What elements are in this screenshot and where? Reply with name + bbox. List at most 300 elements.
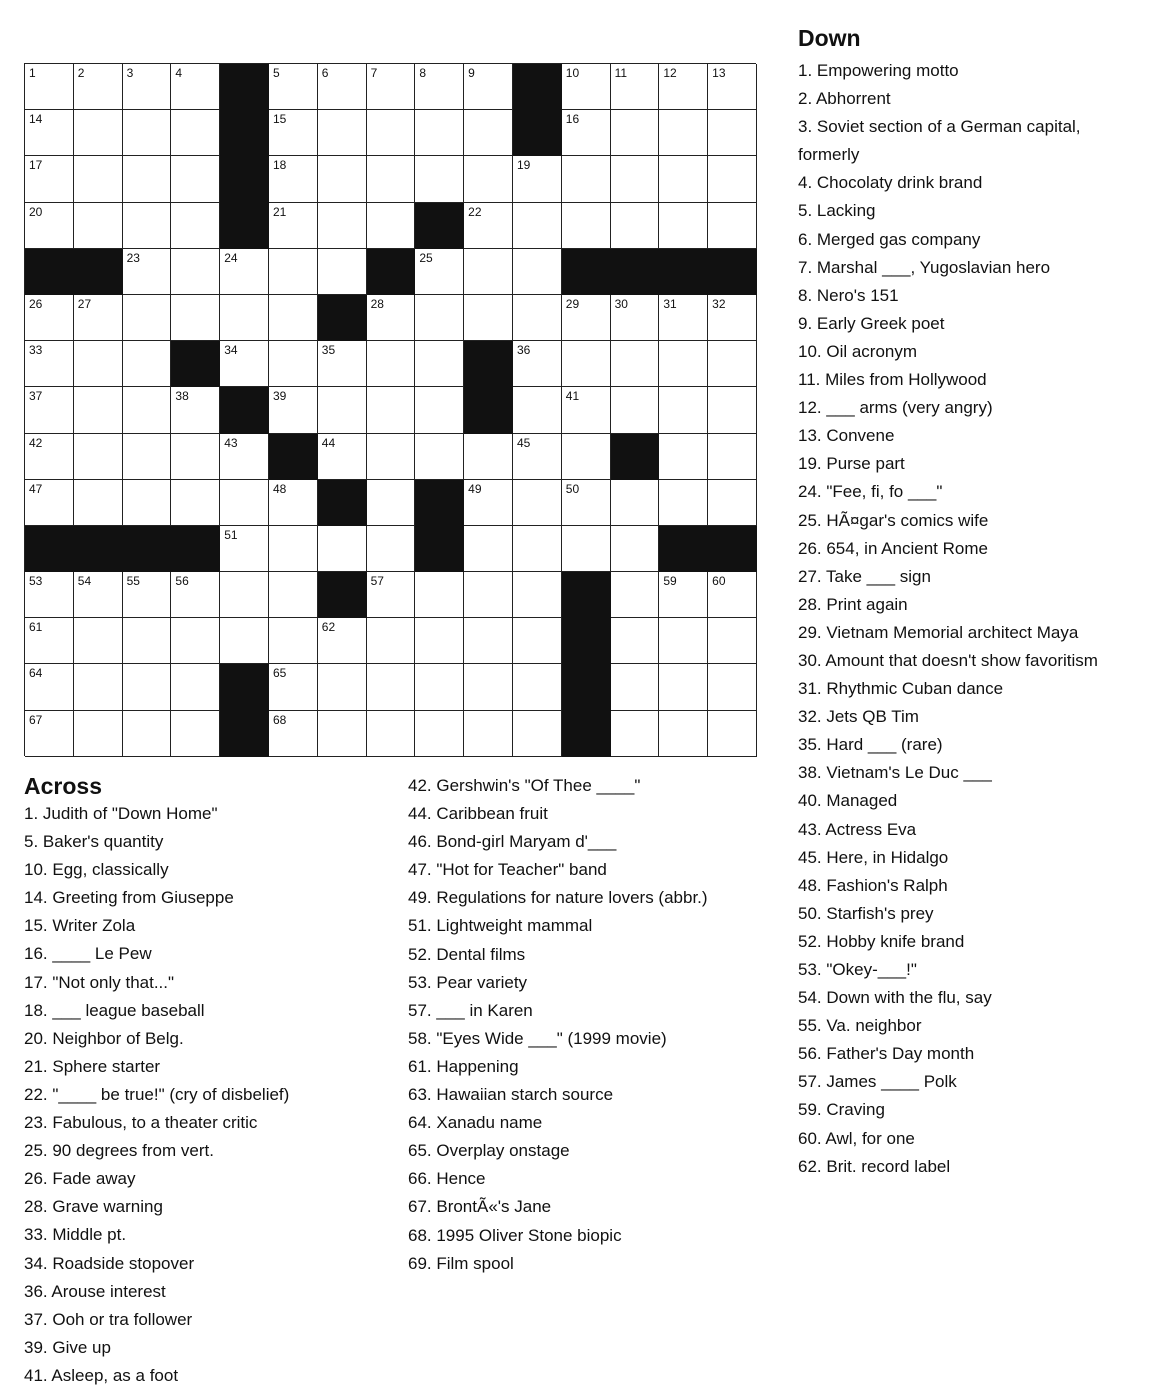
grid-cell[interactable]	[415, 249, 464, 295]
grid-cell[interactable]	[513, 664, 562, 710]
grid-cell[interactable]	[318, 526, 367, 572]
clue-item: 27. Take ___ sign	[798, 566, 931, 586]
grid-cell[interactable]	[269, 156, 318, 202]
black-square	[220, 711, 269, 757]
grid-cell[interactable]	[25, 387, 74, 433]
grid-cell[interactable]	[25, 434, 74, 480]
black-square	[269, 434, 318, 480]
grid-cell[interactable]	[513, 203, 562, 249]
clue-item: 57. ___ in Karen	[408, 1000, 533, 1020]
cell-number: 29	[565, 296, 580, 311]
grid-cell[interactable]	[562, 110, 611, 156]
black-square	[220, 664, 269, 710]
cell-number: 8	[419, 66, 427, 80]
cell-number: 44	[321, 435, 336, 450]
grid-cell[interactable]	[171, 203, 220, 249]
grid-cell[interactable]	[513, 341, 562, 387]
grid-cell[interactable]	[220, 618, 269, 664]
grid-cell[interactable]	[562, 203, 611, 249]
grid-cell[interactable]	[25, 295, 74, 341]
grid-cell[interactable]	[269, 572, 318, 618]
grid-cell[interactable]	[464, 110, 513, 156]
cell-number: 6	[321, 66, 329, 80]
grid-cell[interactable]	[464, 434, 513, 480]
clue-item: 53. "Okey-___!"	[798, 960, 917, 979]
grid-cell[interactable]	[171, 249, 220, 295]
black-square	[708, 249, 757, 295]
grid-cell[interactable]	[269, 110, 318, 156]
grid-cell[interactable]	[367, 156, 416, 202]
grid-cell[interactable]	[513, 480, 562, 526]
cell-number: 2	[77, 66, 85, 80]
grid-cell[interactable]	[708, 203, 757, 249]
cell-number: 54	[77, 574, 92, 589]
clue-item: 23. Fabulous, to a theater critic	[24, 1113, 258, 1133]
grid-cell[interactable]	[708, 434, 757, 480]
clue-item: 7. Marshal ___, Yugoslavian hero	[798, 257, 1051, 277]
grid-cell[interactable]	[74, 156, 123, 202]
grid-cell[interactable]	[708, 664, 757, 710]
clue-item: 56. Father's Day month	[798, 1044, 975, 1064]
grid-cell[interactable]	[513, 526, 562, 572]
grid-cell[interactable]	[123, 64, 172, 110]
black-square	[171, 341, 220, 387]
black-square	[708, 526, 757, 572]
cell-number: 33	[29, 343, 43, 358]
black-square	[318, 295, 367, 341]
grid-cell[interactable]	[415, 618, 464, 664]
clue-item: 16. ____ Le Pew	[24, 944, 152, 964]
clue-item: 58. "Eyes Wide ___" (1999 movie)	[408, 1028, 667, 1048]
grid-cell[interactable]	[123, 618, 172, 664]
cell-number: 48	[272, 481, 287, 496]
black-square	[659, 526, 708, 572]
grid-cell[interactable]	[74, 618, 123, 664]
grid-cell[interactable]	[25, 618, 74, 664]
clue-item: 9. Early Greek poet	[798, 313, 945, 333]
grid-cell[interactable]	[464, 156, 513, 202]
cell-number: 14	[29, 112, 43, 127]
grid-cell[interactable]	[415, 434, 464, 480]
grid-cell[interactable]	[611, 526, 660, 572]
cell-number: 1	[29, 66, 36, 80]
grid-cell[interactable]	[415, 341, 464, 387]
cell-number: 11	[614, 66, 628, 80]
grid-cell[interactable]	[708, 387, 757, 433]
clue-item: 1. Judith of "Down Home"	[24, 804, 218, 823]
clue-item: 25. 90 degrees from vert.	[24, 1141, 214, 1161]
grid-cell[interactable]	[367, 341, 416, 387]
grid-cell[interactable]	[708, 295, 757, 341]
cell-number: 9	[468, 66, 475, 80]
black-square	[464, 341, 513, 387]
black-square	[415, 203, 464, 249]
cell-number: 36	[516, 343, 531, 358]
cell-number: 28	[370, 296, 384, 311]
grid-cell[interactable]	[318, 341, 367, 387]
cell-number: 25	[419, 250, 433, 265]
clue-item: 53. Pear variety	[408, 972, 528, 992]
cell-number: 42	[29, 435, 43, 450]
grid-cell[interactable]	[464, 711, 513, 757]
grid-cell[interactable]	[123, 387, 172, 433]
grid-cell[interactable]	[171, 618, 220, 664]
grid-cell[interactable]	[659, 572, 708, 618]
grid-cell[interactable]	[318, 434, 367, 480]
clue-item: 51. Lightweight mammal	[408, 916, 593, 936]
grid-cell[interactable]	[123, 434, 172, 480]
grid-cell[interactable]	[269, 526, 318, 572]
grid-cell[interactable]	[464, 526, 513, 572]
grid-cell[interactable]	[659, 387, 708, 433]
grid-cell[interactable]	[269, 249, 318, 295]
grid-cell[interactable]	[74, 480, 123, 526]
clue-item: 20. Neighbor of Belg.	[24, 1028, 184, 1048]
grid-cell[interactable]	[611, 64, 660, 110]
grid-cell[interactable]	[367, 434, 416, 480]
clue-item: 11. Miles from Hollywood	[798, 370, 987, 390]
grid-cell[interactable]	[415, 711, 464, 757]
grid-cell[interactable]	[220, 572, 269, 618]
grid-cell[interactable]	[659, 618, 708, 664]
grid-cell[interactable]	[513, 387, 562, 433]
clue-item: 57. James ____ Polk	[798, 1072, 957, 1092]
grid-cell[interactable]	[25, 341, 74, 387]
cell-number: 31	[663, 296, 677, 311]
grid-cell[interactable]	[562, 295, 611, 341]
grid-cell[interactable]	[415, 572, 464, 618]
clue-item: 30. Amount that doesn't show favoritism	[798, 650, 1098, 670]
cell-number: 59	[663, 574, 677, 589]
grid-cell[interactable]	[708, 572, 757, 618]
grid-cell[interactable]	[74, 711, 123, 757]
cell-number: 22	[468, 204, 482, 219]
grid-cell[interactable]	[318, 249, 367, 295]
grid-cell[interactable]	[123, 664, 172, 710]
cell-number: 47	[29, 481, 43, 496]
grid-cell[interactable]	[171, 387, 220, 433]
clue-item: 44. Caribbean fruit	[408, 804, 548, 824]
grid-cell[interactable]	[171, 295, 220, 341]
grid-cell[interactable]	[464, 203, 513, 249]
grid-cell[interactable]	[415, 387, 464, 433]
grid-cell[interactable]	[123, 572, 172, 618]
grid-cell[interactable]	[611, 711, 660, 757]
black-square	[318, 480, 367, 526]
grid-cell[interactable]	[367, 526, 416, 572]
grid-cell[interactable]	[611, 664, 660, 710]
grid-cell[interactable]	[464, 480, 513, 526]
grid-cell[interactable]	[659, 341, 708, 387]
black-square	[464, 387, 513, 433]
grid-cell[interactable]	[464, 664, 513, 710]
across-clue-list-2	[408, 772, 788, 1278]
clue-item: 14. Greeting from Giuseppe	[24, 888, 234, 908]
grid-cell[interactable]	[611, 156, 660, 202]
black-square	[562, 711, 611, 757]
grid-cell[interactable]	[367, 572, 416, 618]
clue-item: 68. 1995 Oliver Stone biopic	[408, 1225, 622, 1245]
grid-cell[interactable]	[659, 64, 708, 110]
clue-item: 40. Managed	[798, 791, 898, 811]
grid-cell[interactable]	[220, 249, 269, 295]
grid-cell[interactable]	[74, 64, 123, 110]
clue-item: 64. Xanadu name	[408, 1113, 543, 1133]
cell-number: 4	[175, 66, 183, 80]
grid-cell[interactable]	[171, 110, 220, 156]
grid-cell[interactable]	[367, 711, 416, 757]
grid-cell[interactable]	[269, 295, 318, 341]
black-square	[318, 572, 367, 618]
grid-cell[interactable]	[708, 64, 757, 110]
cell-number: 21	[272, 204, 287, 219]
grid-cell[interactable]	[367, 295, 416, 341]
grid-cell[interactable]	[318, 387, 367, 433]
grid-cell[interactable]	[562, 480, 611, 526]
grid-cell[interactable]	[318, 64, 367, 110]
across-heading: Across	[24, 773, 102, 799]
grid-cell[interactable]	[659, 711, 708, 757]
grid-cell[interactable]	[123, 341, 172, 387]
grid-cell[interactable]	[513, 711, 562, 757]
grid-cell[interactable]	[25, 64, 74, 110]
grid-cell[interactable]	[269, 618, 318, 664]
cell-number: 64	[29, 666, 43, 681]
grid-cell[interactable]	[659, 203, 708, 249]
grid-cell[interactable]	[171, 711, 220, 757]
grid-cell[interactable]	[659, 156, 708, 202]
black-square	[415, 480, 464, 526]
grid-cell[interactable]	[367, 664, 416, 710]
grid-cell[interactable]	[611, 387, 660, 433]
cell-number: 41	[565, 389, 580, 404]
black-square	[220, 156, 269, 202]
grid-cell[interactable]	[74, 295, 123, 341]
grid-cell[interactable]	[220, 526, 269, 572]
grid-cell[interactable]	[74, 387, 123, 433]
grid-cell[interactable]	[415, 156, 464, 202]
clue-item: formerly	[798, 145, 860, 165]
grid-cell[interactable]	[25, 110, 74, 156]
black-square	[611, 249, 660, 295]
grid-cell[interactable]	[562, 341, 611, 387]
grid-cell[interactable]	[367, 203, 416, 249]
grid-cell[interactable]	[464, 618, 513, 664]
grid-cell[interactable]	[171, 572, 220, 618]
grid-cell[interactable]	[318, 711, 367, 757]
grid-cell[interactable]	[415, 64, 464, 110]
clue-item: 60. Awl, for one	[798, 1128, 915, 1148]
grid-cell[interactable]	[74, 341, 123, 387]
grid-cell[interactable]	[171, 64, 220, 110]
grid-cell[interactable]	[171, 156, 220, 202]
grid-cell[interactable]	[220, 341, 269, 387]
grid-cell[interactable]	[659, 480, 708, 526]
black-square	[513, 64, 562, 110]
clue-item: 50. Starfish's prey	[798, 903, 934, 923]
grid-cell[interactable]	[220, 434, 269, 480]
grid-cell[interactable]	[611, 480, 660, 526]
black-square	[562, 572, 611, 618]
black-square	[25, 526, 74, 572]
grid-cell[interactable]	[415, 110, 464, 156]
grid-cell[interactable]	[171, 664, 220, 710]
grid-cell[interactable]	[269, 341, 318, 387]
grid-cell[interactable]	[269, 480, 318, 526]
cell-number: 15	[272, 112, 287, 127]
down-clue-list	[798, 57, 1148, 1181]
grid-cell[interactable]	[513, 618, 562, 664]
black-square	[562, 664, 611, 710]
cell-number: 38	[175, 389, 189, 404]
clue-item: 22. "____ be true!" (cry of disbelief)	[24, 1084, 290, 1104]
grid-cell[interactable]	[318, 110, 367, 156]
grid-cell[interactable]	[562, 526, 611, 572]
grid-cell[interactable]	[269, 664, 318, 710]
black-square	[220, 387, 269, 433]
clue-item: 52. Dental films	[408, 944, 526, 964]
clue-item: 29. Vietnam Memorial architect Maya	[798, 622, 1079, 642]
clue-item: 67. BrontÃ«'s Jane	[408, 1197, 552, 1217]
grid-cell[interactable]	[269, 203, 318, 249]
grid-cell[interactable]	[123, 711, 172, 757]
cell-number: 50	[565, 481, 580, 496]
grid-cell[interactable]	[708, 341, 757, 387]
grid-cell[interactable]	[562, 156, 611, 202]
grid-cell[interactable]	[464, 295, 513, 341]
grid-cell[interactable]	[708, 618, 757, 664]
grid-cell[interactable]	[513, 434, 562, 480]
black-square	[74, 249, 123, 295]
grid-cell[interactable]	[220, 480, 269, 526]
grid-cell[interactable]	[269, 711, 318, 757]
grid-cell[interactable]	[367, 64, 416, 110]
clue-item: 39. Give up	[24, 1337, 111, 1357]
cell-number: 17	[29, 158, 43, 173]
grid-cell[interactable]	[25, 480, 74, 526]
grid-cell[interactable]	[659, 110, 708, 156]
grid-cell[interactable]	[611, 618, 660, 664]
cell-number: 34	[224, 343, 238, 358]
grid-cell[interactable]	[123, 295, 172, 341]
cell-number: 16	[565, 112, 580, 127]
grid-cell[interactable]	[318, 203, 367, 249]
grid-cell[interactable]	[25, 156, 74, 202]
grid-cell[interactable]	[74, 203, 123, 249]
grid-cell[interactable]	[659, 295, 708, 341]
cell-number: 60	[712, 574, 726, 589]
grid-cell[interactable]	[318, 618, 367, 664]
grid-cell[interactable]	[25, 711, 74, 757]
clue-item: 4. Chocolaty drink brand	[798, 173, 983, 193]
clue-item: 49. Regulations for nature lovers (abbr.)	[408, 888, 708, 908]
grid-cell[interactable]	[611, 203, 660, 249]
clue-item: 24. "Fee, fi, fo ___"	[798, 482, 943, 502]
grid-cell[interactable]	[659, 434, 708, 480]
grid-cell[interactable]	[74, 434, 123, 480]
clue-item: 35. Hard ___ (rare)	[798, 735, 943, 755]
clue-item: 18. ___ league baseball	[24, 1000, 205, 1020]
grid-cell[interactable]	[25, 203, 74, 249]
grid-cell[interactable]	[513, 295, 562, 341]
grid-cell[interactable]	[171, 480, 220, 526]
clue-item: 15. Writer Zola	[24, 916, 136, 936]
grid-cell[interactable]	[367, 618, 416, 664]
grid-cell[interactable]	[415, 664, 464, 710]
grid-cell[interactable]	[611, 341, 660, 387]
grid-cell[interactable]	[513, 249, 562, 295]
grid-cell[interactable]	[123, 249, 172, 295]
cell-number: 56	[175, 574, 189, 589]
cell-number: 7	[370, 66, 378, 80]
clue-item: 26. Fade away	[24, 1169, 136, 1189]
grid-cell[interactable]	[415, 295, 464, 341]
cell-number: 67	[29, 712, 43, 727]
grid-cell[interactable]	[659, 664, 708, 710]
grid-cell[interactable]	[123, 110, 172, 156]
grid-cell[interactable]	[269, 64, 318, 110]
grid-cell[interactable]	[74, 572, 123, 618]
cell-number: 43	[224, 435, 238, 450]
clue-item: 12. ___ arms (very angry)	[798, 398, 993, 418]
grid-cell[interactable]	[562, 387, 611, 433]
grid-cell[interactable]	[513, 156, 562, 202]
grid-cell[interactable]	[611, 295, 660, 341]
grid-cell[interactable]	[562, 434, 611, 480]
grid-cell[interactable]	[123, 156, 172, 202]
black-square	[220, 110, 269, 156]
grid-cell[interactable]	[513, 572, 562, 618]
cell-number: 10	[565, 66, 580, 80]
grid-cell[interactable]	[464, 64, 513, 110]
clue-item: 31. Rhythmic Cuban dance	[798, 679, 1004, 699]
grid-cell[interactable]	[25, 664, 74, 710]
grid-cell[interactable]	[123, 203, 172, 249]
down-heading: Down	[798, 25, 861, 51]
grid-cell[interactable]	[171, 434, 220, 480]
grid-cell[interactable]	[74, 664, 123, 710]
grid-cell[interactable]	[708, 711, 757, 757]
clue-item: 33. Middle pt.	[24, 1225, 127, 1245]
grid-cell[interactable]	[25, 572, 74, 618]
grid-cell[interactable]	[318, 664, 367, 710]
grid-cell[interactable]	[318, 156, 367, 202]
grid-cell[interactable]	[367, 480, 416, 526]
grid-cell[interactable]	[708, 480, 757, 526]
grid-cell[interactable]	[220, 295, 269, 341]
grid-cell[interactable]	[708, 110, 757, 156]
cell-number: 12	[663, 66, 677, 80]
across-clue-list-1	[24, 800, 394, 1390]
grid-cell[interactable]	[464, 249, 513, 295]
black-square	[123, 526, 172, 572]
cell-number: 61	[29, 620, 43, 635]
clue-item: 32. Jets QB Tim	[798, 707, 919, 727]
grid-cell[interactable]	[611, 572, 660, 618]
grid-cell[interactable]	[464, 572, 513, 618]
grid-cell[interactable]	[74, 110, 123, 156]
grid-cell[interactable]	[611, 110, 660, 156]
grid-cell[interactable]	[708, 156, 757, 202]
grid-cell[interactable]	[367, 387, 416, 433]
grid-cell[interactable]	[123, 480, 172, 526]
grid-cell[interactable]	[269, 387, 318, 433]
black-square	[367, 249, 416, 295]
grid-cell[interactable]	[367, 110, 416, 156]
grid-cell[interactable]	[562, 64, 611, 110]
clue-item: 48. Fashion's Ralph	[798, 875, 948, 895]
cell-number: 13	[712, 66, 726, 80]
